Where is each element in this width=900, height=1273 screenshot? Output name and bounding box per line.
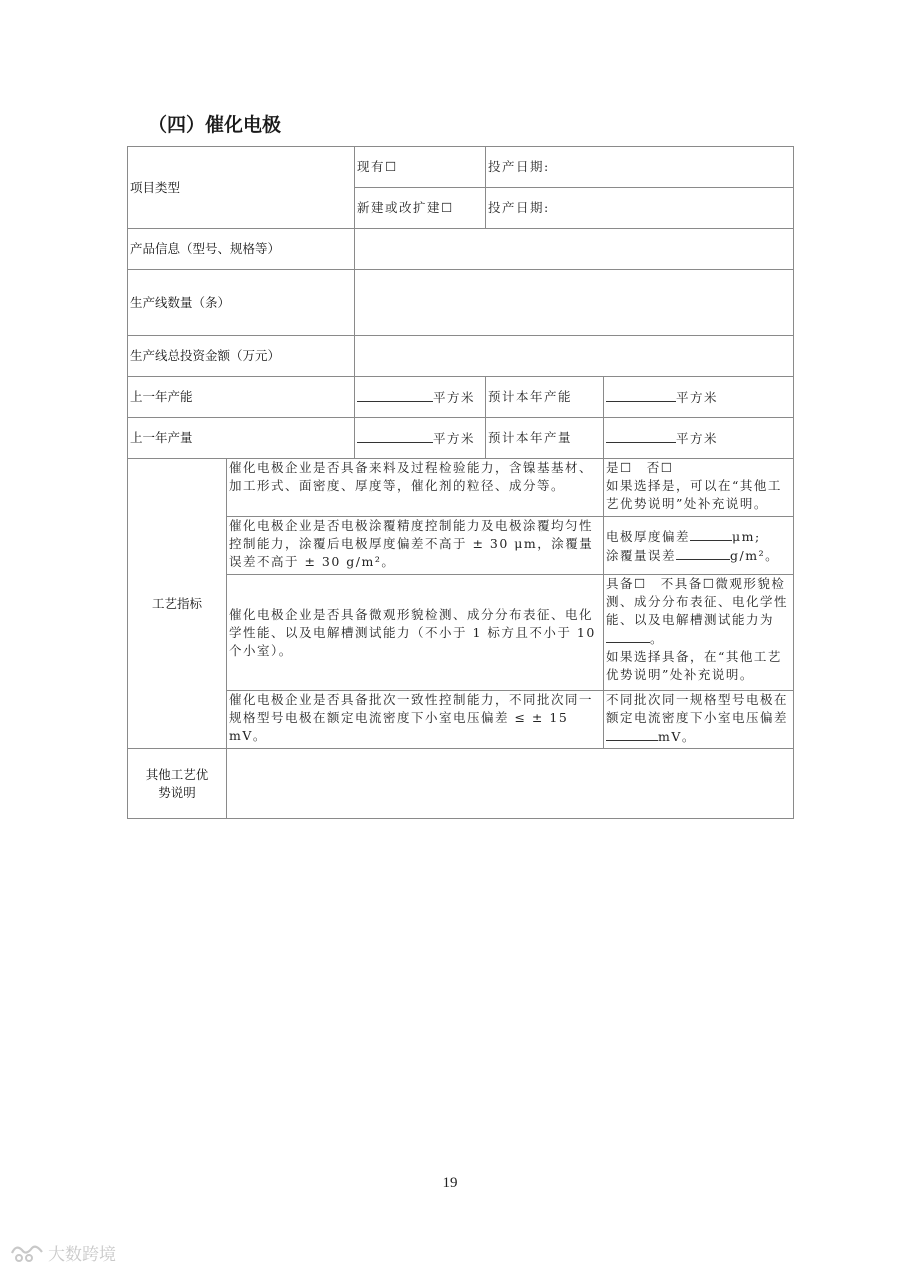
last-year-output-label: 上一年产量 [128,418,355,459]
forecast-capacity-field[interactable] [604,377,794,418]
forecast-capacity-unit: 平方米 [676,389,719,405]
process-requirement-3: 催化电极企业是否具备微观形貌检测、成分分布表征、电化学性能、以及电解槽测试能力（不小于 1 标方且不小于 10 个小室）。 [227,575,604,691]
forecast-capacity-label: 预计本年产能 [486,377,604,418]
last-year-capacity-label: 上一年产能 [128,377,355,418]
product-info-field[interactable] [355,229,794,270]
testing-capability-choice[interactable]: 具备☐ 不具备☐微观形貌检测、成分分布表征、电化学性能、以及电解槽测试能力为 [606,576,789,627]
process-response-4[interactable] [604,691,794,749]
process-response-1-choice[interactable]: 是☐ 否☐ [606,460,674,475]
project-type-label: 项目类型 [128,147,355,229]
process-response-3[interactable] [604,575,794,691]
thickness-deviation-unit: μm; [732,528,761,544]
process-response-1-note: 如果选择是，可以在“其他工艺优势说明”处补充说明。 [606,478,782,511]
thickness-deviation-blank[interactable] [690,527,732,541]
process-response-2[interactable] [604,517,794,575]
watermark-logo-icon [10,1242,44,1264]
process-requirement-1: 催化电极企业是否具备来料及过程检验能力，含镍基基材、加工形式、面密度、厚度等，催化剂的粒径、成分等。 [227,459,604,517]
coating-error-label: 涂覆量误差 [606,547,677,563]
forecast-output-blank[interactable] [606,429,676,443]
new-build-production-date-field[interactable]: 投产日期: [486,188,794,229]
other-advantages-label [128,749,227,819]
electrode-form-table [127,146,794,819]
forecast-output-field[interactable] [604,418,794,459]
process-requirement-2: 催化电极企业是否电极涂覆精度控制能力及电极涂覆均匀性控制能力，涂覆后电极厚度偏差不高于 ± 30 μm，涂覆量误差不高于 ± 30 g/m²。 [227,517,604,575]
voltage-deviation-blank[interactable] [606,727,658,741]
voltage-deviation-unit: mV。 [658,729,696,744]
section-title: （四）催化电极 [148,114,282,136]
line-investment-label: 生产线总投资金额（万元） [128,336,355,377]
process-response-1[interactable] [604,459,794,517]
project-type-new-build-checkbox[interactable]: 新建或改扩建☐ [355,188,486,229]
output-unit: 平方米 [433,430,476,446]
line-investment-field[interactable] [355,336,794,377]
last-year-capacity-field[interactable] [355,377,486,418]
voltage-deviation-label: 不同批次同一规格型号电极在额定电流密度下小室电压偏差 [606,692,789,725]
watermark [10,1240,116,1265]
process-indicators-label: 工艺指标 [128,459,227,749]
page-number: 19 [442,1175,458,1191]
thickness-deviation-label: 电极厚度偏差 [606,528,691,544]
process-response-3-note: 如果选择具备，在“其他工艺优势说明”处补充说明。 [606,649,782,682]
line-count-field[interactable] [355,270,794,336]
forecast-output-unit: 平方米 [676,430,719,446]
other-advantages-field[interactable] [227,749,794,819]
process-requirement-4: 催化电极企业是否具备批次一致性控制能力，不同批次同一规格型号电极在额定电流密度下小室电压偏差 ≤ ± 15 mV。 [227,691,604,749]
output-blank[interactable] [357,429,433,443]
testing-capability-suffix: 。 [650,631,665,646]
coating-error-blank[interactable] [676,546,730,560]
capacity-blank[interactable] [357,388,433,402]
project-type-existing-checkbox[interactable]: 现有☐ [355,147,486,188]
forecast-capacity-blank[interactable] [606,388,676,402]
watermark-text: 大数跨境 [48,1245,116,1265]
forecast-output-label: 预计本年产量 [486,418,604,459]
last-year-output-field[interactable] [355,418,486,459]
line-count-label: 生产线数量（条） [128,270,355,336]
product-info-label: 产品信息（型号、规格等） [128,229,355,270]
other-advantages-label-text: 其他工艺优势说明 [145,766,209,800]
coating-error-unit: g/m²。 [730,547,780,563]
existing-production-date-field[interactable]: 投产日期: [486,147,794,188]
testing-capability-blank[interactable] [606,629,650,643]
capacity-unit: 平方米 [433,389,476,405]
